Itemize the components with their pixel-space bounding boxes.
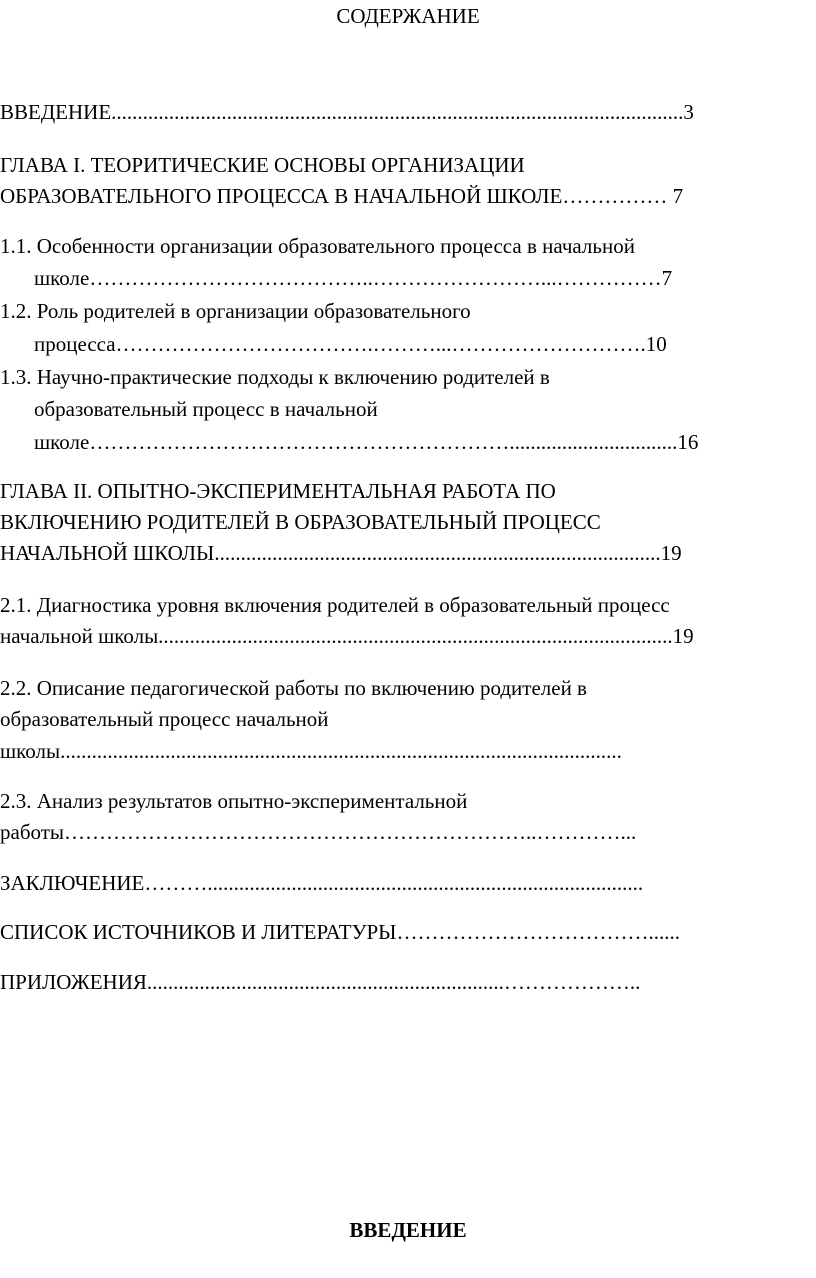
toc-entry-section-1-2-line-2: процесса……………………………….………...……………………….10 (34, 332, 667, 356)
toc-entry-section-2-1-line-2: начальной школы..................................................................................................19 (0, 624, 694, 648)
toc-entry-section-1-3-line-2: образовательный процесс в начальной (34, 397, 378, 421)
toc-entry-section-1-2-line-1: 1.2. Роль родителей в организации образовательного (0, 299, 471, 323)
toc-entry-chapter-2-line-2: ВКЛЮЧЕНИЮ РОДИТЕЛЕЙ В ОБРАЗОВАТЕЛЬНЫЙ ПРОЦЕСС (0, 510, 601, 534)
toc-entry-chapter-2-line-1: ГЛАВА II. ОПЫТНО-ЭКСПЕРИМЕНТАЛЬНАЯ РАБОТА ПО (0, 479, 556, 503)
toc-entry-section-2-2-line-2: образовательный процесс начальной (0, 707, 329, 731)
toc-entry-conclusion: ЗАКЛЮЧЕНИЕ………................................................................................... (0, 871, 644, 895)
toc-entry-chapter-1-line-2: ОБРАЗОВАТЕЛЬНОГО ПРОЦЕССА В НАЧАЛЬНОЙ ШКОЛЕ…………… 7 (0, 184, 684, 208)
toc-entry-section-1-3-line-1: 1.3. Научно-практические подходы к включению родителей в (0, 365, 550, 389)
toc-entry-section-2-2-line-3: школы........................................................................................................... (0, 739, 622, 763)
toc-entry-appendices: ПРИЛОЖЕНИЯ....................................................................……………….. (0, 970, 641, 994)
section-heading-introduction: ВВЕДЕНИЕ (349, 1218, 467, 1242)
toc-entry-section-2-1-line-1: 2.1. Диагностика уровня включения родителей в образовательный процесс (0, 593, 670, 617)
toc-entry-section-2-3-line-2: работы…………………………………………………………..…………... (0, 820, 637, 844)
toc-entry-references: СПИСОК ИСТОЧНИКОВ И ЛИТЕРАТУРЫ………………………………...... (0, 920, 680, 944)
toc-entry-introduction: ВВЕДЕНИЕ.............................................................................................................3 (0, 100, 694, 124)
toc-entry-chapter-1-line-1: ГЛАВА I. ТЕОРИТИЧЕСКИЕ ОСНОВЫ ОРГАНИЗАЦИИ (0, 153, 525, 177)
page-title: СОДЕРЖАНИЕ (336, 4, 480, 28)
toc-entry-section-1-1-line-1: 1.1. Особенности организации образовательного процесса в начальной (0, 234, 635, 258)
toc-entry-chapter-2-line-3: НАЧАЛЬНОЙ ШКОЛЫ.....................................................................................19 (0, 541, 682, 565)
toc-entry-section-1-3-line-3: школе……………………………………………………................................16 (34, 430, 699, 454)
toc-entry-section-2-2-line-1: 2.2. Описание педагогической работы по включению родителей в (0, 676, 587, 700)
toc-entry-section-1-1-line-2: школе…………………………………..……………………...……………7 (34, 266, 673, 290)
toc-entry-section-2-3-line-1: 2.3. Анализ результатов опытно-экспериментальной (0, 789, 468, 813)
